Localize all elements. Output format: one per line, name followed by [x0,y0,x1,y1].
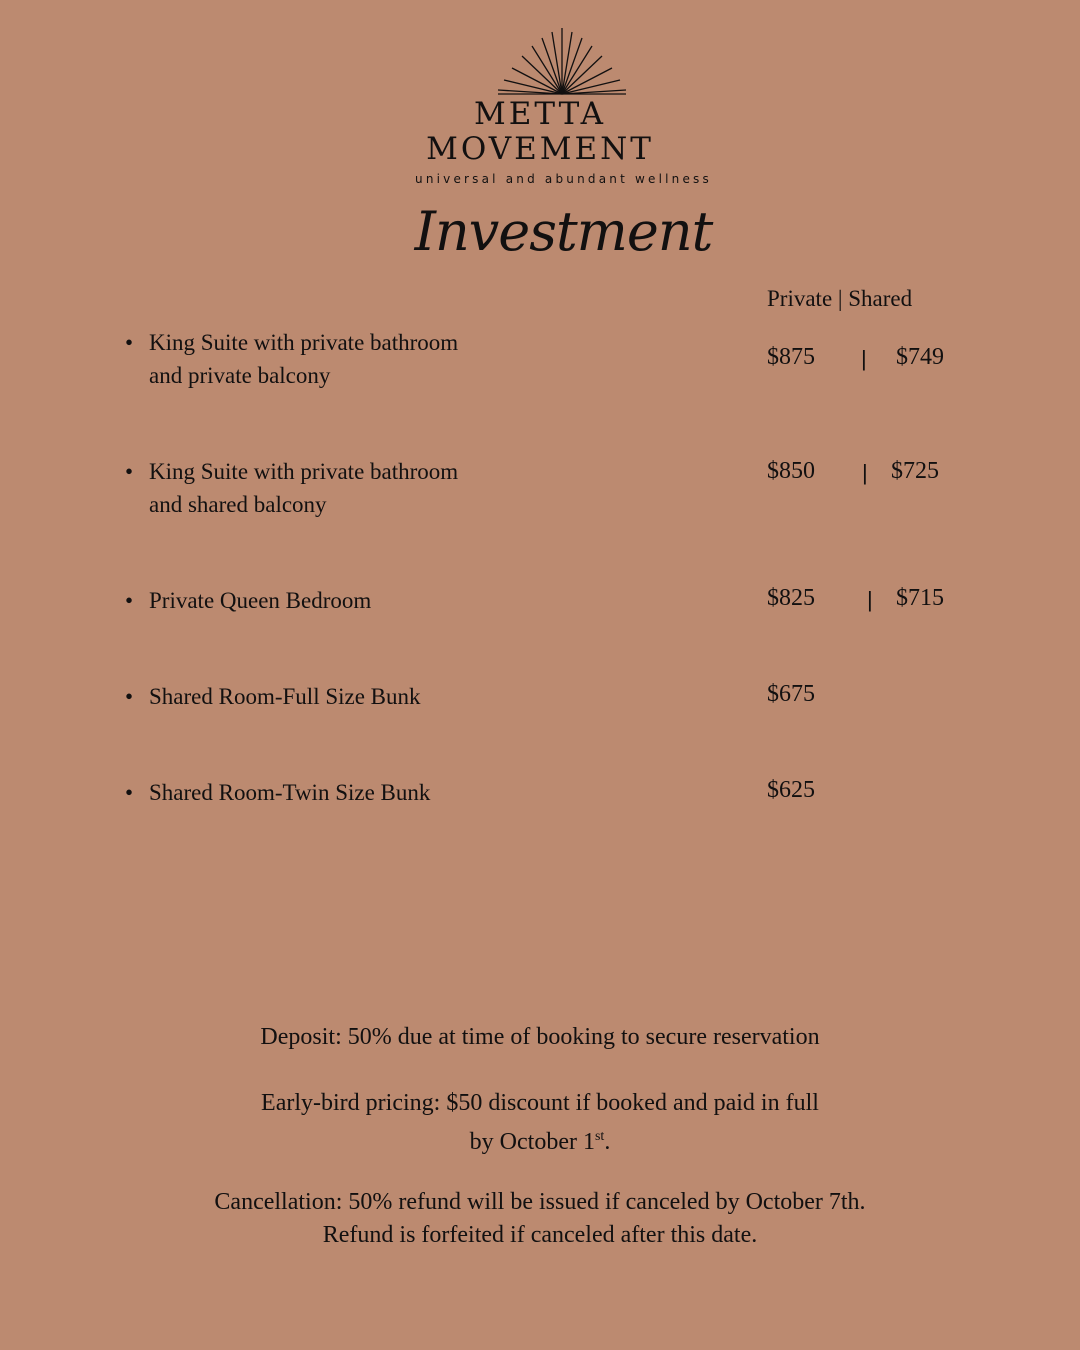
price-shared: $715 [896,585,944,611]
price-shared: $725 [891,458,939,484]
price-separator: | [862,460,868,485]
bullet-icon: • [125,330,134,355]
room-name: Shared Room-Full Size Bunk [149,684,421,709]
price-private: $675 [767,681,815,707]
early-bird-policy: Early-bird pricing: $50 discount if booked and paid in full by October 1st. [261,1090,819,1155]
room-name: King Suite with private bathroom and shared balcony [149,459,459,517]
price-private: $850 [767,458,815,484]
brand-name-line1: METTA [474,96,606,132]
price-column-header: Private | Shared [767,286,913,311]
deposit-policy: Deposit: 50% due at time of booking to secure reservation [260,1024,820,1050]
page-title: Investment [414,200,713,263]
brand-name-line2: MOVEMENT [426,131,654,167]
price-private: $875 [767,344,815,370]
sunburst-icon [490,22,635,97]
brand-logo [0,0,1080,200]
price-shared: $749 [896,344,944,370]
price-private: $825 [767,585,815,611]
bullet-icon: • [125,459,134,484]
bullet-icon: • [125,588,134,613]
price-separator: | [867,587,873,612]
price-private: $625 [767,777,815,803]
room-name: Shared Room-Twin Size Bunk [149,780,431,805]
bullet-icon: • [125,780,134,805]
cancellation-policy: Cancellation: 50% refund will be issued if canceled by October 7th. Refund is forfeited if canceled after this date. [214,1189,866,1248]
price-separator: | [861,346,867,371]
bullet-icon: • [125,684,134,709]
room-name: King Suite with private bathroom and private balcony [149,330,459,388]
brand-tagline: universal and abundant wellness [415,172,712,186]
room-name: Private Queen Bedroom [149,588,372,613]
